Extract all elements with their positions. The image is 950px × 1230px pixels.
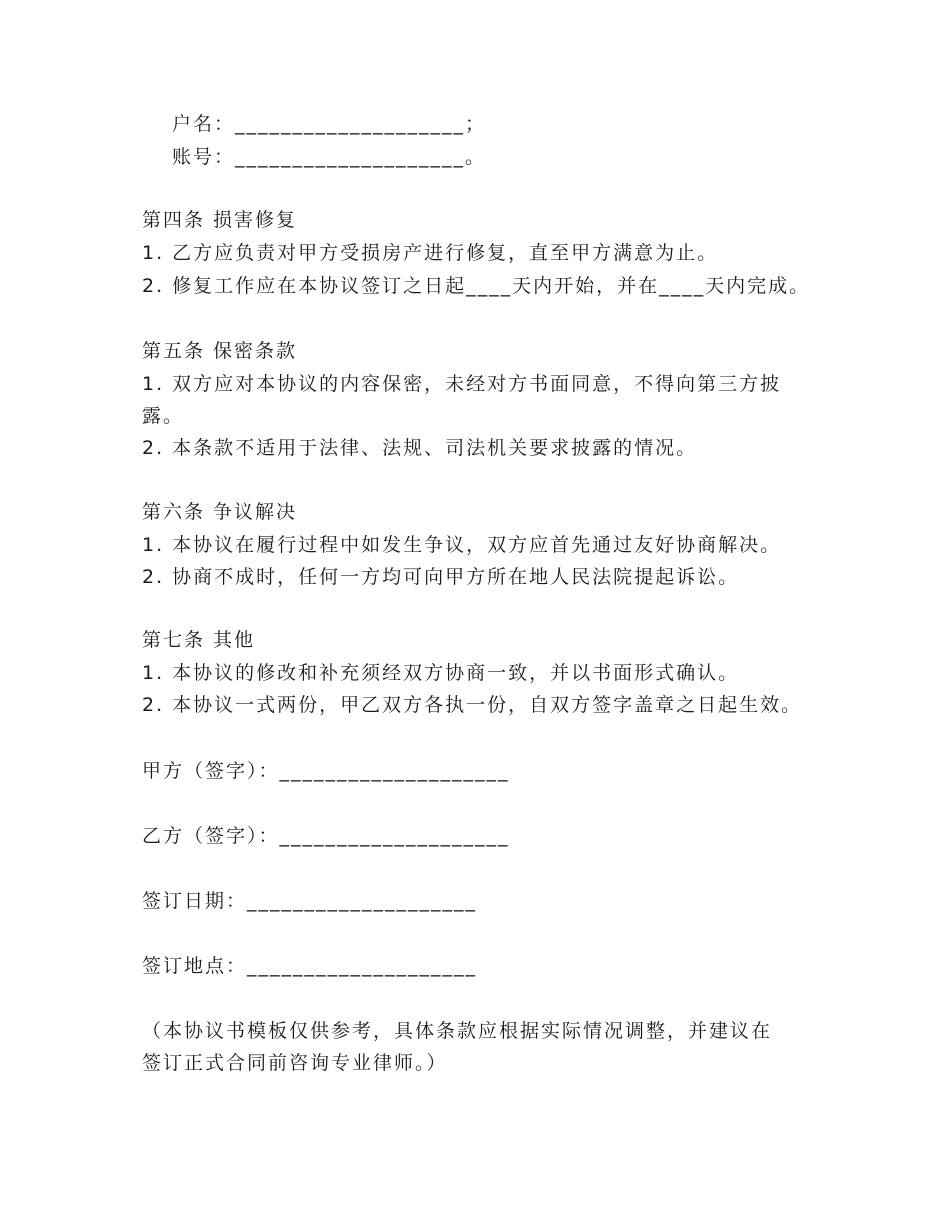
article-5-heading: 第五条 保密条款: [142, 340, 298, 362]
article-7-item-2: 2. 本协议一式两份，甲乙双方各执一份，自双方签字盖章之日起生效。: [142, 694, 803, 716]
article-4-item-1: 1. 乙方应负责对甲方受损房产进行修复，直至甲方满意为止。: [142, 242, 719, 264]
sign-place-line: 签订地点：____________________: [142, 955, 478, 977]
account-number-line: 账号：____________________。: [172, 146, 487, 168]
article-5-item-1-continued: 露。: [142, 405, 185, 427]
party-b-signature-line: 乙方（签字）：____________________: [142, 825, 510, 847]
article-6-heading: 第六条 争议解决: [142, 501, 298, 523]
article-6-item-1: 1. 本协议在履行过程中如发生争议，双方应首先通过友好协商解决。: [142, 534, 782, 556]
account-name-line: 户名：____________________；: [172, 113, 487, 135]
article-5-item-2: 2. 本条款不适用于法律、法规、司法机关要求披露的情况。: [142, 437, 698, 459]
article-4-heading: 第四条 损害修复: [142, 209, 298, 231]
article-7-heading: 第七条 其他: [142, 629, 256, 651]
article-4-item-2: 2. 修复工作应在本协议签订之日起____天内开始，并在____天内完成。: [142, 275, 811, 297]
template-note-line-1: （本协议书模板仅供参考，具体条款应根据实际情况调整，并建议在: [142, 1020, 773, 1042]
template-note-line-2: 签订正式合同前咨询专业律师。）: [142, 1052, 448, 1074]
article-5-item-1: 1. 双方应对本协议的内容保密，未经对方书面同意，不得向第三方披: [142, 373, 782, 395]
article-6-item-2: 2. 协商不成时，任何一方均可向甲方所在地人民法院提起诉讼。: [142, 566, 740, 588]
sign-date-line: 签订日期：____________________: [142, 890, 478, 912]
party-a-signature-line: 甲方（签字）：____________________: [142, 760, 510, 782]
article-7-item-1: 1. 本协议的修改和补充须经双方协商一致，并以书面形式确认。: [142, 662, 740, 684]
